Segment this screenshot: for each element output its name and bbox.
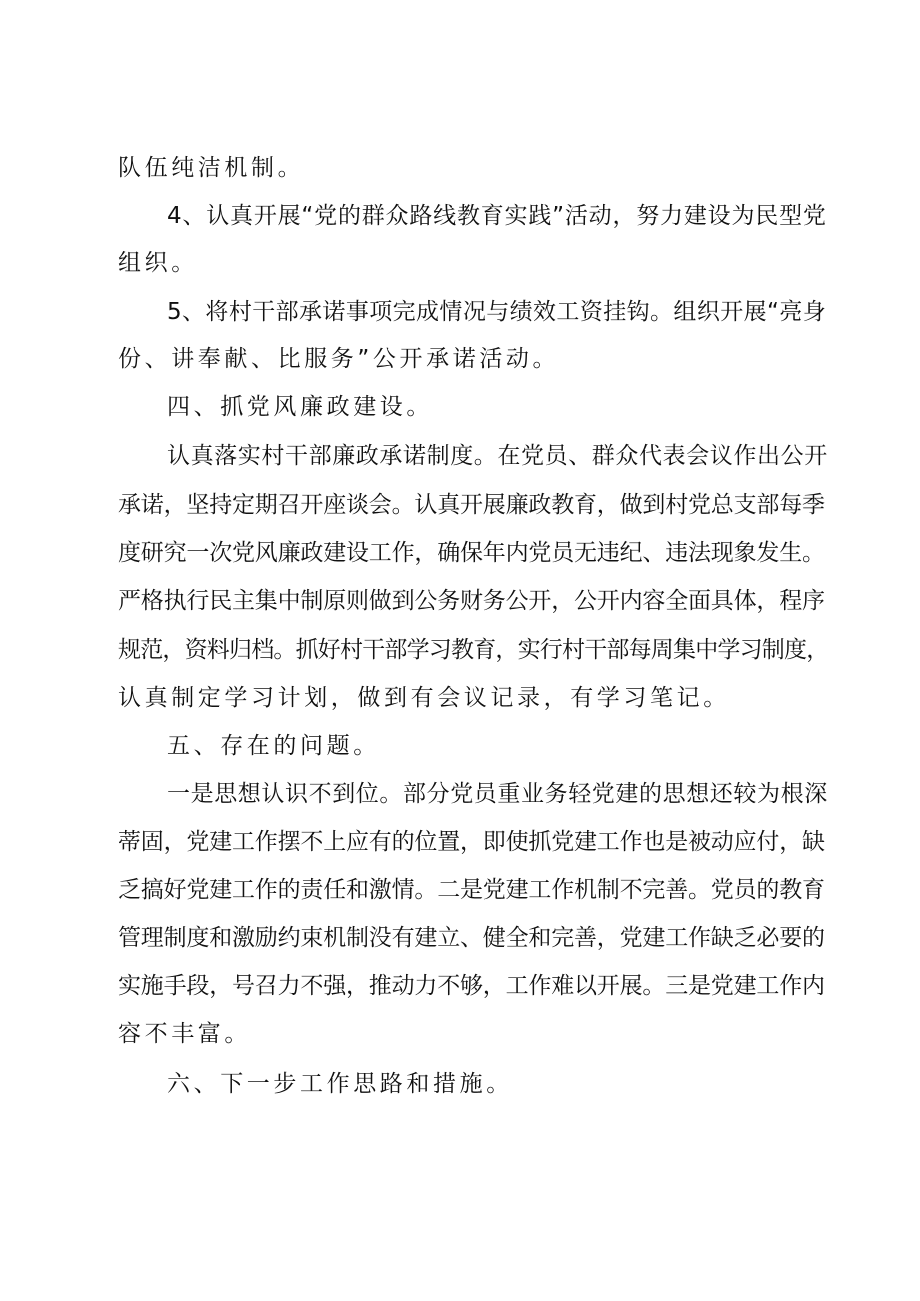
section-heading: 六、下一步工作思路和措施。 xyxy=(167,1071,513,1097)
text-line: 认真制定学习计划，做到有会议记录，有学习笔记。 xyxy=(118,685,730,711)
text-line: 份、讲奉献、比服务”公开承诺活动。 xyxy=(118,346,560,372)
text-line: 一是思想认识不到位。部分党员重业务轻党建的思想还较为根深 xyxy=(167,781,828,807)
text-line: 容不丰富。 xyxy=(118,1021,251,1047)
text-line: 认真落实村干部廉政承诺制度。在党员、群众代表会议作出公开 xyxy=(167,443,828,469)
text-line: 实施手段，号召力不强，推动力不够，工作难以开展。三是党建工作内 xyxy=(118,973,825,999)
section-heading: 四、抓党风廉政建设。 xyxy=(167,394,433,420)
text-line: 队伍纯洁机制。 xyxy=(118,155,305,181)
section-heading: 五、存在的问题。 xyxy=(167,733,380,759)
text-line: 度研究一次党风廉政建设工作，确保年内党员无违纪、违法现象发生。 xyxy=(118,540,825,566)
text-line: 4、认真开展“党的群众路线教育实践”活动，努力建设为民型党 xyxy=(167,203,827,229)
text-line: 蒂固，党建工作摆不上应有的位置，即使抓党建工作也是被动应付，缺 xyxy=(118,829,825,855)
text-line: 5、将村干部承诺事项完成情况与绩效工资挂钩。组织开展“亮身 xyxy=(167,299,827,325)
text-line: 严格执行民主集中制原则做到公务财务公开，公开内容全面具体，程序 xyxy=(118,588,825,614)
text-line: 乏搞好党建工作的责任和激情。二是党建工作机制不完善。党员的教育 xyxy=(118,877,825,903)
text-line: 承诺，坚持定期召开座谈会。认真开展廉政教育，做到村党总支部每季 xyxy=(118,492,825,518)
text-line: 组织。 xyxy=(118,250,198,276)
text-line: 规范，资料归档。抓好村干部学习教育，实行村干部每周集中学习制度， xyxy=(118,637,829,663)
text-line: 管理制度和激励约束机制没有建立、健全和完善，党建工作缺乏必要的 xyxy=(118,925,825,951)
